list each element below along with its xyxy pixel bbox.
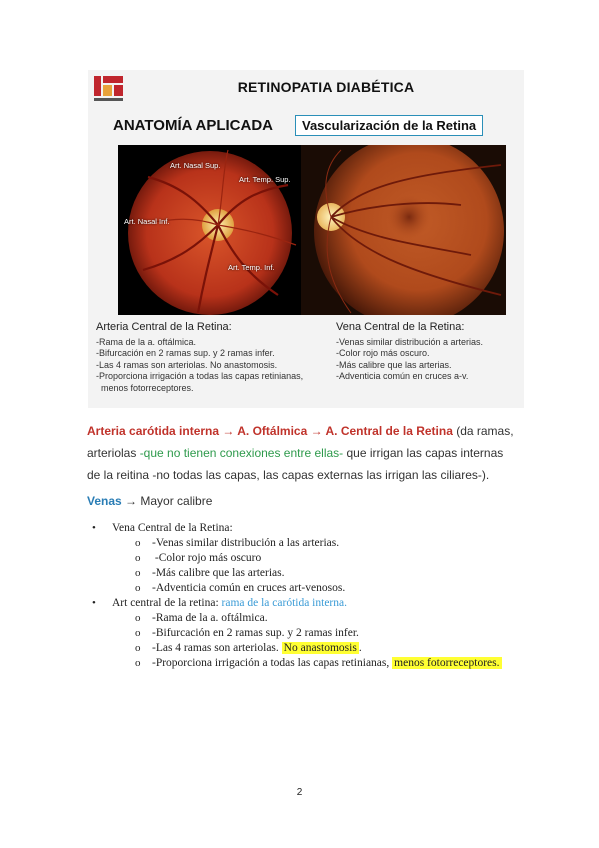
circle-bullet-icon: o (135, 567, 141, 579)
slide-title: RETINOPATIA DIABÉTICA (237, 79, 415, 95)
artery-line: -Las 4 ramas son arteriolas. No anastomosis. (96, 359, 278, 370)
sub-item-text: -Venas similar distribución a las arterias. (152, 537, 340, 549)
artery-summary-title: Arteria Central de la Retina: (96, 321, 232, 333)
vein-line: -Color rojo más oscuro. (336, 348, 430, 358)
veins-paragraph (87, 490, 517, 512)
artery-summary (96, 322, 331, 394)
vein-line: -Venas similar distribución a arterias. (336, 336, 484, 347)
veins-text: → Mayor calibre (121, 494, 213, 508)
bullet-icon: • (92, 522, 96, 534)
fundus-photo-left (118, 145, 301, 315)
circle-bullet-icon: o (135, 642, 141, 654)
highlighted-text: menos fotorreceptores. (394, 657, 500, 669)
sub-item-text: -Color rojo más oscuro (152, 552, 262, 564)
artery-line: menos fotorreceptores. (96, 382, 194, 393)
circle-bullet-icon: o (135, 627, 141, 639)
paragraph-text: (da ramas, arteriolas (87, 424, 514, 460)
paragraph-note: -que no tienen conexiones entre ellas- (139, 446, 344, 460)
sub-item-text (152, 641, 362, 656)
artery-path: Arteria carótida interna → A. Oftálmica → A. Central de la Retina (87, 424, 453, 438)
list-item-text-part: Art central de la retina: (112, 597, 222, 609)
bullet-icon: • (92, 597, 96, 609)
sub-item-text: -Adventicia común en cruces art-venosos. (152, 582, 346, 594)
vein-line: -Más calibre que las arterias. (336, 359, 452, 370)
label-art-temp-sup: Art. Temp. Sup. (239, 175, 291, 184)
artery-paragraph (87, 420, 517, 486)
vein-summary-title: Vena Central de la Retina: (336, 321, 465, 333)
label-art-nasal-sup: Art. Nasal Sup. (170, 161, 221, 170)
page-number: 2 (296, 787, 303, 798)
artery-line: -Proporciona irrigación a todas las capas retinianas, (96, 371, 304, 381)
artery-line: -Rama de la a. oftálmica. (96, 336, 197, 347)
sub-item-text: -Más calibre que las arterias. (152, 567, 285, 579)
vein-line: -Adventicia común en cruces a-v. (336, 371, 469, 381)
artery-line: -Bifurcación en 2 ramas sup. y 2 ramas infer. (96, 348, 275, 358)
slide-topic-box: Vascularización de la Retina (295, 115, 483, 136)
circle-bullet-icon: o (135, 537, 141, 549)
sub-item-text: -Bifurcación en 2 ramas sup. y 2 ramas infer. (152, 627, 359, 639)
list-item-highlight-text: rama de la carótida interna. (221, 597, 347, 609)
slide-image (88, 70, 524, 408)
circle-bullet-icon: o (135, 582, 141, 594)
circle-bullet-icon: o (135, 552, 141, 564)
veins-label: Venas (87, 494, 122, 508)
list-item-text: Vena Central de la Retina: (112, 522, 233, 534)
fundus-photo-right (301, 145, 506, 315)
sub-item-text (152, 656, 502, 671)
highlighted-text: No anastomosis (283, 642, 357, 654)
sub-item-text-part: -Proporciona irrigación a todas las capas retinianas, (152, 657, 393, 669)
vein-summary (336, 322, 521, 383)
paragraph-text: que irrigan las capas internas de la reitina -no todas las capas, las capas externas las irrigan las ciliares-). (87, 446, 504, 482)
slide-subtitle: ANATOMÍA APLICADA (113, 117, 273, 134)
label-art-temp-inf: Art. Temp. Inf. (228, 263, 275, 272)
circle-bullet-icon: o (135, 657, 141, 669)
sub-item-text: -Rama de la a. oftálmica. (152, 612, 268, 624)
circle-bullet-icon: o (135, 612, 141, 624)
sub-item-text-part: -Las 4 ramas son arteriolas. (152, 642, 282, 654)
sub-item-text-part: . (358, 642, 362, 654)
label-art-nasal-inf: Art. Nasal Inf. (124, 217, 170, 226)
list-item-text (112, 596, 347, 611)
